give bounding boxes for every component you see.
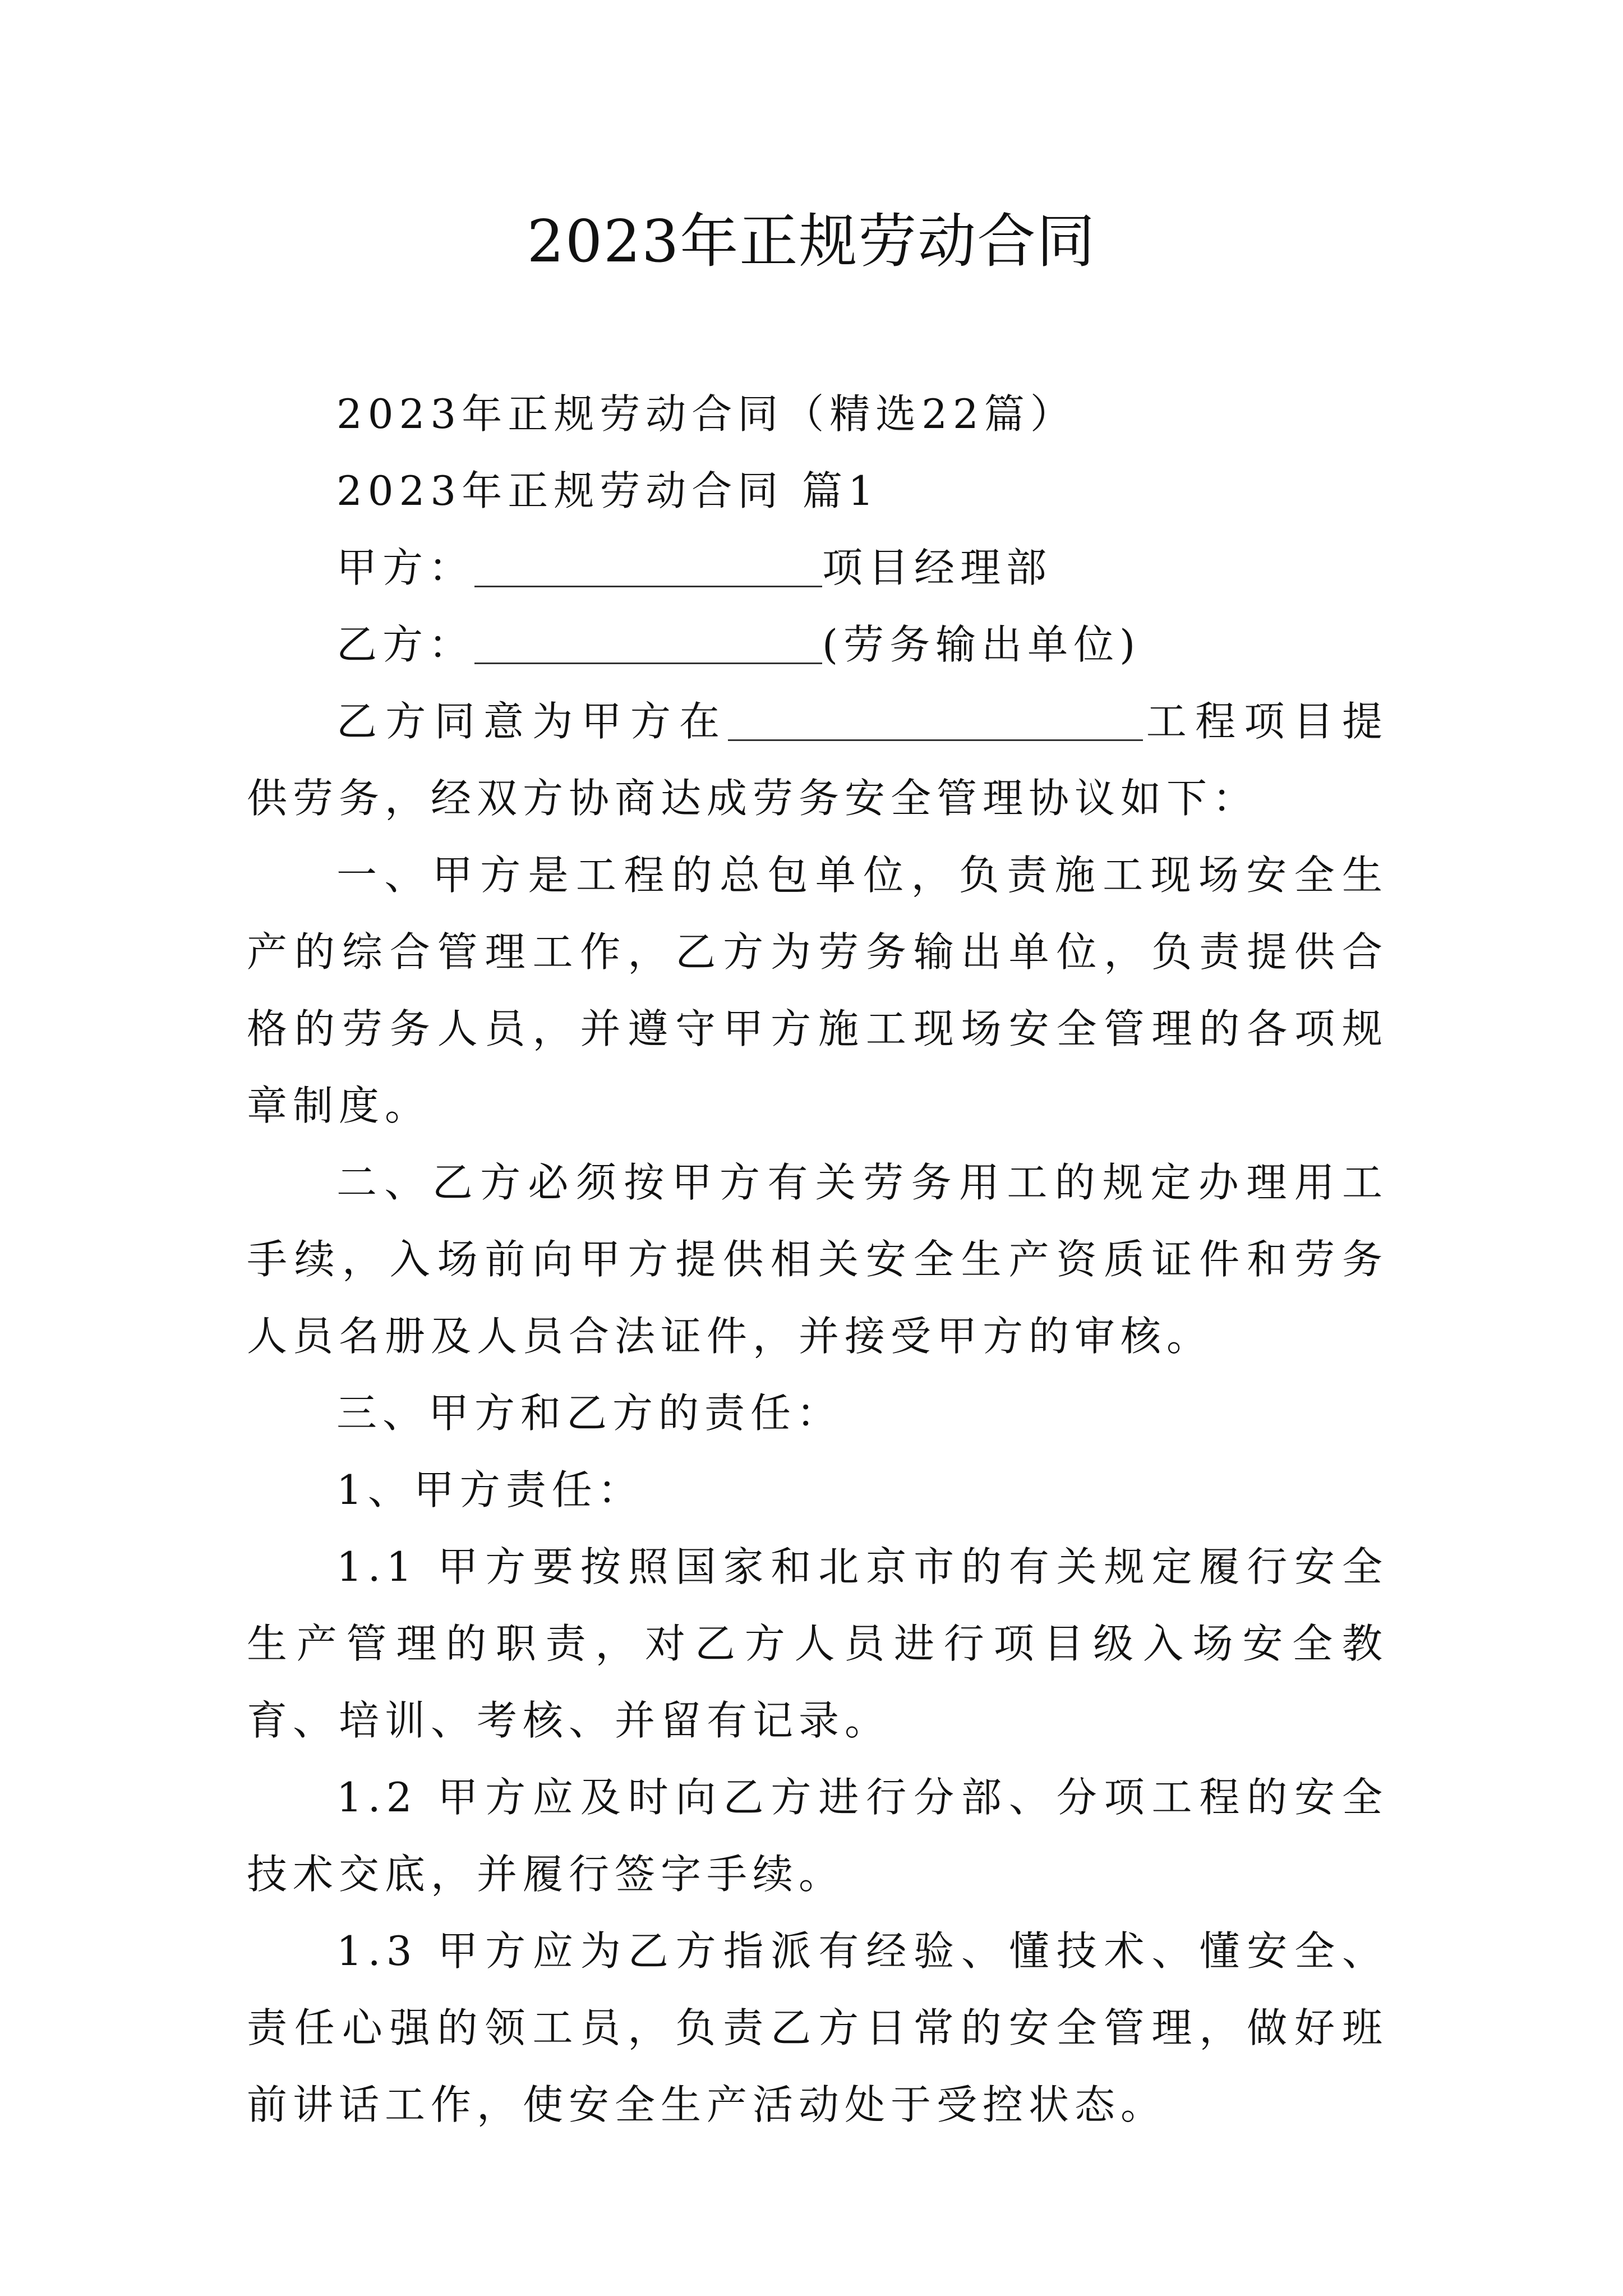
document-title: 2023年正规劳动合同 bbox=[527, 207, 1096, 275]
project-blank bbox=[728, 700, 1143, 741]
subtitle: 2023年正规劳动合同（精选22篇） bbox=[336, 390, 1076, 438]
clause-1-3: 1.3 甲方应为乙方指派有经验、懂技术、懂安全、责任心强的领工员，负责乙方日常的安全管理，做好班前讲话工作，使安全生产活动处于受控状态。 bbox=[247, 1927, 1388, 2128]
party-b-blank bbox=[474, 623, 822, 664]
section-heading: 2023年正规劳动合同 篇1 bbox=[336, 467, 879, 514]
clause-3-1: 1、甲方责任： bbox=[336, 1466, 644, 1513]
intro-suffix: 工程项目提供劳务，经双方协商达成劳务安全管理协议如下： bbox=[247, 698, 1388, 822]
clause-1: 一、甲方是工程的总包单位，负责施工现场安全生产的综合管理工作，乙方为劳务输出单位，负责提供合格的劳务人员，并遵守甲方施工现场安全管理的各项规章制度。 bbox=[247, 852, 1388, 1129]
clause-1-2: 1.2 甲方应及时向乙方进行分部、分项工程的安全技术交底，并履行签字手续。 bbox=[247, 1774, 1388, 1898]
party-a-suffix: 项目经理部 bbox=[822, 544, 1053, 591]
intro-paragraph bbox=[247, 683, 1388, 837]
clause-1-1: 1.1 甲方要按照国家和北京市的有关规定履行安全生产管理的职责，对乙方人员进行项目级入场安全教育、培训、考核、并留有记录。 bbox=[247, 1543, 1388, 1744]
party-b-suffix: (劳务输出单位) bbox=[822, 621, 1141, 668]
party-a-label: 甲方： bbox=[336, 544, 475, 591]
party-b-line bbox=[247, 606, 1388, 683]
intro-prefix: 乙方同意为甲方在 bbox=[336, 698, 728, 745]
clause-3: 三、甲方和乙方的责任： bbox=[336, 1389, 843, 1437]
party-a-blank bbox=[474, 546, 822, 587]
party-b-label: 乙方： bbox=[336, 621, 475, 668]
document-body bbox=[247, 376, 1388, 2143]
clause-2: 二、乙方必须按甲方有关劳务用工的规定办理用工手续，入场前向甲方提供相关安全生产资质证件和劳务人员名册及人员合法证件，并接受甲方的审核。 bbox=[247, 1159, 1388, 1360]
party-a-line bbox=[247, 530, 1388, 606]
